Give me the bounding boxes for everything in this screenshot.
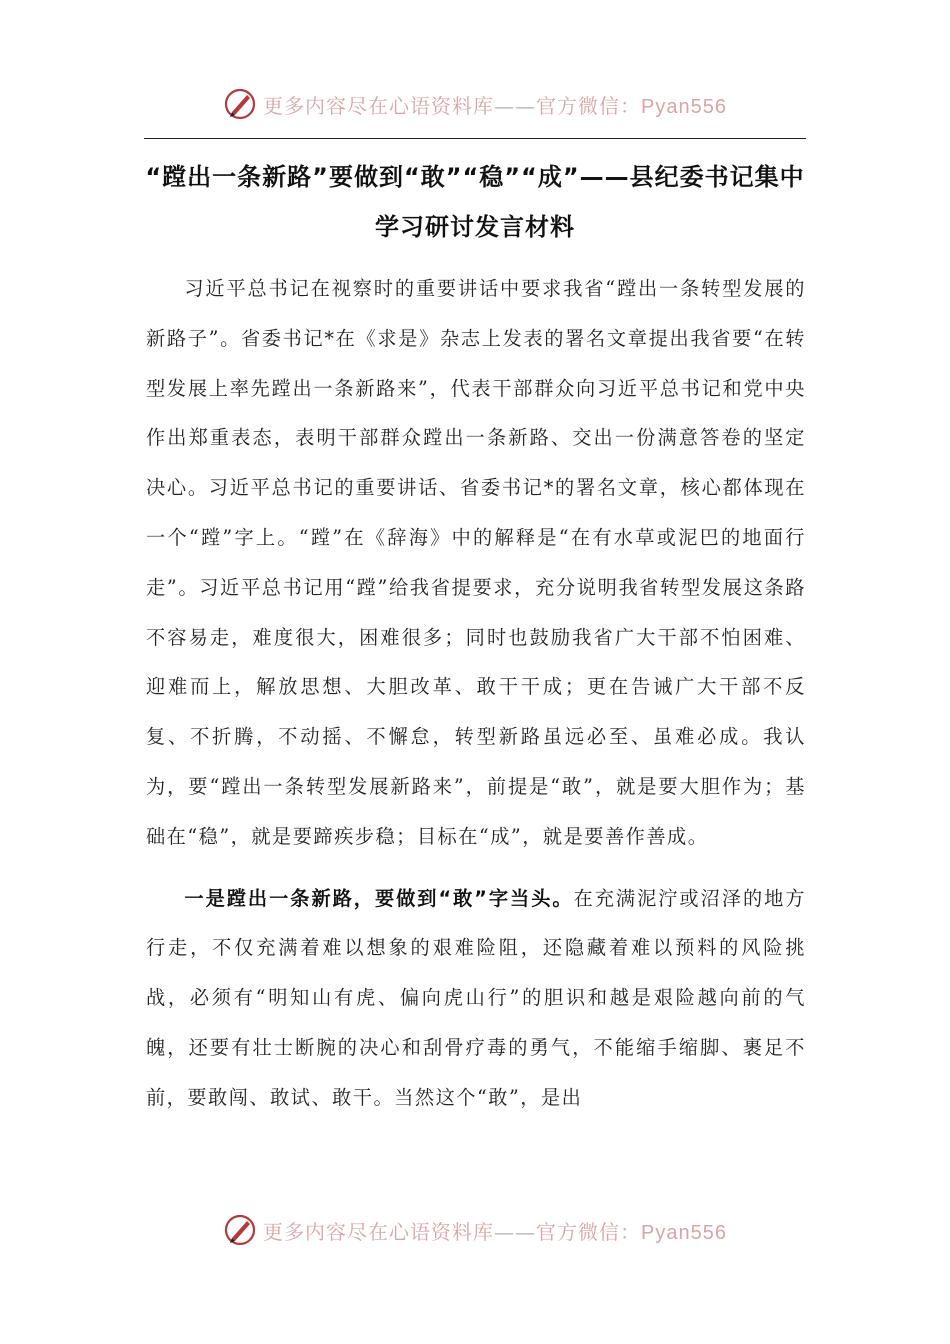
header-watermark (0, 84, 950, 124)
pen-logo-icon (223, 1213, 257, 1247)
paragraph-intro: 习近平总书记在视察时的重要讲话中要求我省“蹚出一条转型发展的新路子”。省委书记*在《求是》杂志上发表的署名文章提出我省要“在转型发展上率先蹚出一条新路来”，代表干部群众向习近平总书记和党中央作出郑重表态，表明干部群众蹚出一条新路、交出一份满意答卷的坚定决心。习近平总书记的重要讲话、省委书记*的署名文章，核心都体现在一个“蹚”字上。“蹚”在《辞海》中的解释是“在有水草或泥巴的地面行走”。习近平总书记用“蹚”给我省提要求，充分说明我省转型发展这条路不容易走，难度很大，困难很多；同时也鼓励我省广大干部不怕困难、迎难而上，解放思想、大胆改革、敢干干成；更在告诫广大干部不反复、不折腾，不动摇、不懈怠，转型新路虽远必至、虽难必成。我认为，要“蹚出一条转型发展新路来”，前提是“敢”，就是要大胆作为；基础在“稳”，就是要蹄疾步稳；目标在“成”，就是要善作善成。 (146, 277, 806, 848)
document-body (146, 264, 806, 1123)
footer-watermark (0, 1210, 950, 1250)
watermark-text: 更多内容尽在心语资料库——官方微信：Pyan556 (263, 93, 727, 118)
paragraph-lead: 一是蹚出一条新路，要做到“敢”字当头。 (184, 886, 574, 910)
paragraph-text: 在充满泥泞或沼泽的地方行走，不仅充满着难以想象的艰难险阻，还隐藏着难以预料的风险挑战，必须有“明知山有虎、偏向虎山行”的胆识和越是艰险越向前的气魄，还要有壮士断腕的决心和刮骨疗毒的勇气，不能缩手缩脚、裹足不前，要敢闯、敢试、敢干。当然这个“敢”，是出 (146, 886, 806, 1109)
header-divider (144, 138, 806, 139)
watermark-text: 更多内容尽在心语资料库——官方微信：Pyan556 (263, 1219, 727, 1244)
paragraph-point-one (146, 874, 806, 1123)
document-title: “蹚出一条新路”要做到“敢”“稳”“成”——县纪委书记集中学习研讨发言材料 (145, 163, 805, 241)
pen-logo-icon (223, 87, 257, 121)
